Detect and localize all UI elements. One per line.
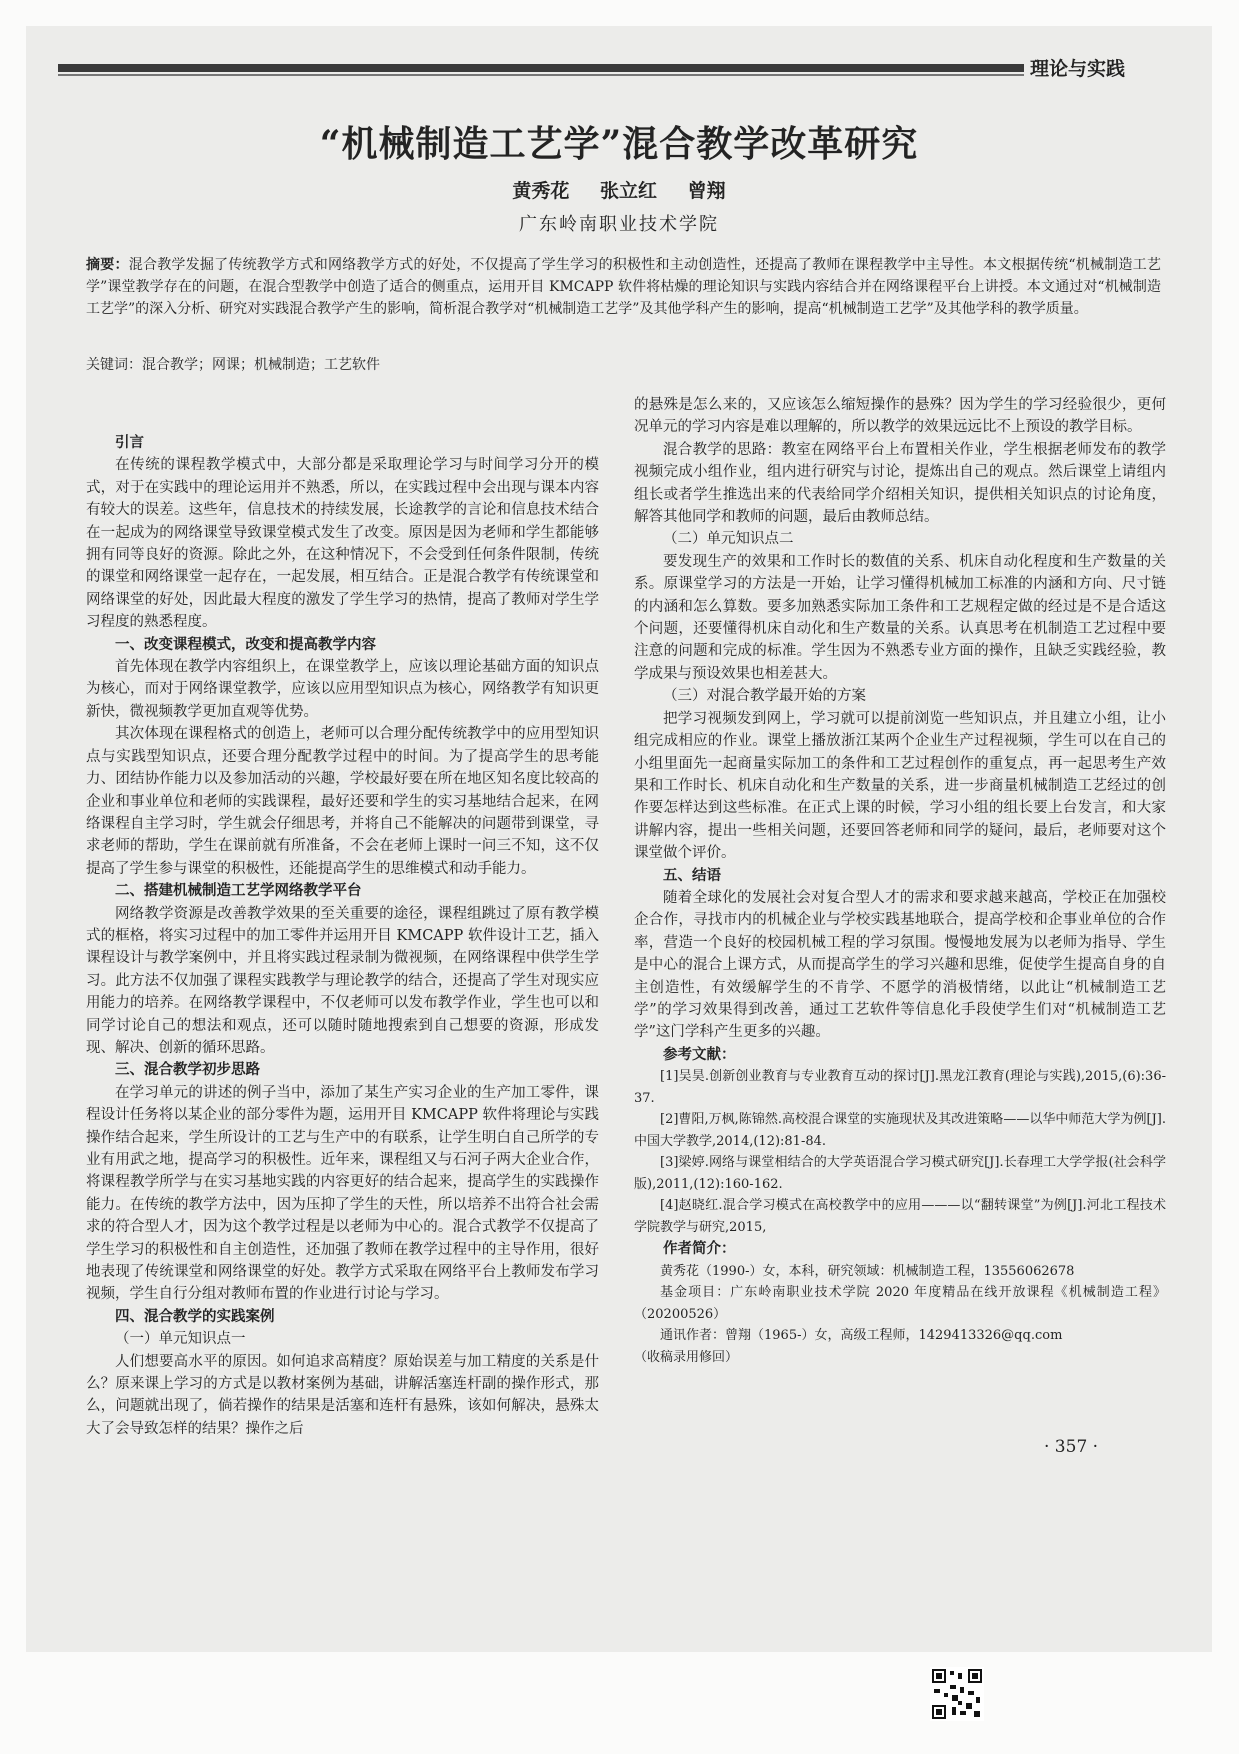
header-rule-thin <box>58 74 1034 76</box>
paragraph: 在传统的课程教学模式中，大部分都是采取理论学习与时间学习分开的模式，对于在实践中的理论运用并不熟悉，所以，在实践过程中会出现与课本内容有较大的误差。这些年，信息技术的持续发展，长途教学的言论和信息技术结合在一起成为的网络课堂导致课堂模式发生了改变。原因是因为老师和学生都能够拥有同等良好的资源。除此之外，在这种情况下，不会受到任何条件限制，传统的课堂和网络课堂一起存在，一起发展，相互结合。正是混合教学有传统课堂和网络课堂的好处，因此最大程度的激发了学生学习的热情，提高了教师对学生学习程度的熟悉程度。 <box>86 457 599 631</box>
paragraph: 混合教学的思路：教室在网络平台上布置相关作业，学生根据老师发布的教学视频完成小组作业，组内进行研究与讨论，提炼出自己的观点。然后课堂上请组内组长或者学生推选出来的代表给同学介绍相关知识，提供相关知识点的讨论角度，解答其他同学和教师的问题，最后由教师总结。 <box>634 441 1166 526</box>
subsection-heading: （二）单元知识点二 <box>663 531 794 548</box>
reference-item: [1]吴昊.创新创业教育与专业教育互动的探讨[J].黑龙江教育(理论与实践),2015,(6):36-37. <box>634 1069 1166 1106</box>
paragraph: 要发现生产的效果和工作时长的数值的关系、机床自动化程度和生产数量的关系。原课堂学习的方法是一开始，让学习懂得机械加工标准的内涵和方向、尺寸链的内涵和怎么算数。要多加熟悉实际加工条件和工艺规程定做的经过是不是合适这个问题，还要懂得机床自动化和生产数量的关系。认真思考在机制造工艺过程中要注意的问题和完成的标准。学生因为不熟悉专业方面的操作，且缺乏实践经验，教学成果与预设效果也相差甚大。 <box>634 553 1166 682</box>
affiliation: 广东岭南职业技术学院 <box>519 214 719 235</box>
section-heading: 四、混合教学的实践案例 <box>115 1308 275 1325</box>
paragraph: 人们想要高水平的原因。如何追求高精度？原始误差与加工精度的关系是什么？原来课上学习的方式是以教材案例为基础，讲解活塞连杆副的操作形式，那么，问题就出现了，倘若操作的结果是活塞和连杆有悬殊，该如何解决，悬殊太大了会导致怎样的结果？操作之后 <box>86 1353 599 1437</box>
abstract <box>86 254 1161 320</box>
header-rule <box>58 64 1034 72</box>
reference-item: [3]梁婷.网络与课堂相结合的大学英语混合学习模式研究[J].长春理工大学学报(社会科学版),2011,(12):160-162. <box>634 1155 1166 1192</box>
page-number: · 357 · <box>1044 1437 1099 1457</box>
paragraph: 网络教学资源是改善教学效果的至关重要的途径，课程组跳过了原有教学模式的框格，将实习过程中的加工零件并运用开目 KMCAPP 软件设计工艺，插入课程设计与教学案例中，并且将实践过程录制为微视频，在网络课程中供学生学习。此方法不仅加强了课程实践教学与理论教学的结合，还提高了学生对现实应用能力的培养。在网络教学课程中，不仅老师可以发布教学作业，学生也可以和同学讨论自己的想法和观点，还可以随时随地搜索到自己想要的资源，形成发现、解决、创新的循环思路。 <box>86 905 599 1056</box>
article-title: “机械制造工艺学”混合教学改革研究 <box>319 123 919 165</box>
paragraph: 的悬殊是怎么来的，又应该怎么缩短操作的悬殊？因为学生的学习经验很少，更何况单元的学习内容是难以理解的，所以教学的效果远远比不上预设的教学目标。 <box>634 397 1166 436</box>
section-heading: 引言 <box>115 435 144 451</box>
reference-item: [2]曹阳,万枫,陈锦然.高校混合课堂的实施现状及其改进策略——以华中师范大学为例[J].中国大学教学,2014,(12):81-84. <box>634 1112 1166 1149</box>
qr-code-icon <box>930 1667 984 1721</box>
references-heading: 参考文献： <box>663 1046 736 1063</box>
section-label: 理论与实践 <box>1024 54 1131 81</box>
funding-note: 基金项目：广东岭南职业技术学院 2020 年度精品在线开放课程《机械制造工程》（20200526） <box>634 1285 1166 1322</box>
author-name: 曾翔 <box>687 180 726 202</box>
left-column <box>86 432 599 1440</box>
author-list <box>26 176 1212 203</box>
author-name: 张立红 <box>599 180 657 202</box>
abstract-label: 摘要： <box>86 257 129 273</box>
keywords-label: 关键词： <box>86 357 142 373</box>
paragraph: 随着全球化的发展社会对复合型人才的需求和要求越来越高，学校正在加强校企合作，寻找市内的机械企业与学校实践基地联合，提高学校和企事业单位的合作率，营造一个良好的校园机械工程的学习氛围。慢慢地发展为以老师为指导、学生是中心的混合上课方式，从而提高学生的学习兴趣和思维，促使学生提高自身的自主创造性，有效缓解学生的不肯学、不愿学的消极情绪，以此让“机械制造工艺学”的学习效果得到改善，通过工艺软件等信息化手段使学生们对“机械制造工艺学”这门学科产生更多的兴趣。 <box>634 889 1166 1041</box>
author-bio-heading: 作者简介： <box>663 1241 736 1258</box>
keywords <box>86 354 1161 376</box>
section-heading: 二、搭建机械制造工艺学网络教学平台 <box>115 883 362 900</box>
received-note: （收稿录用修回） <box>634 1349 739 1365</box>
reference-item: [4]赵晓红.混合学习模式在高校教学中的应用———以“翻转课堂”为例[J].河北工程技术学院教学与研究,2015, <box>634 1198 1166 1235</box>
section-heading: 五、结语 <box>663 867 721 884</box>
paragraph: 在学习单元的讲述的例子当中，添加了某生产实习企业的生产加工零件，课程设计任务将以某企业的部分零件为题，运用开目 KMCAPP 软件将理论与实践操作结合起来，学生所设计的工艺与生产中的有联系，让学生明白自己所学的专业有用武之地，提高学习的积极性。近年来，课程组又与石河子两大企业合作，将课程教学所学与在实习基地实践的内容更好的结合起来，提高学生的实践操作能力。在传统的教学方法中，因为压抑了学生的天性，所以培养不出符合社会需求的符合型人才，因为这个教学过程是以老师为中心的。混合式教学不仅提高了学生学习的积极性和自主创造性，还加强了教师在教学过程中的主导作用，很好地表现了传统课堂和网络课堂的好处。教学方式采取在网络平台上教师发布学习视频，学生自行分组对教师布置的作业进行讨论与学习。 <box>86 1084 599 1303</box>
paragraph: 其次体现在课程格式的创造上，老师可以合理分配传统教学中的应用型知识点与实践型知识点，还要合理分配教学过程中的时间。为了提高学生的思考能力、团结协作能力以及参加活动的兴趣，学校最好要在所在地区知名度比较高的企业和事业单位和老师的实践课程，最好还要和学生的实习基地结合起来，在网络课程自主学习时，学生就会仔细思考，并将自己不能解决的问题带到课堂，寻求老师的帮助，学生在课前就有所准备，不会在老师上课时一问三不知，这不仅提高了学生参与课堂的积极性，还能提高学生的思维模式和动手能力。 <box>86 726 599 877</box>
paragraph: 首先体现在教学内容组织上，在课堂教学上，应该以理论基础方面的知识点为核心，而对于网络课堂教学，应该以应用型知识点为核心，网络教学有知识更新快，微视频教学更加直观等优势。 <box>86 659 599 720</box>
author-name: 黄秀花 <box>512 180 570 202</box>
subsection-heading: （三）对混合教学最开始的方案 <box>663 688 866 705</box>
corresponding-author: 通讯作者：曾翔（1965-）女，高级工程师，1429413326@qq.com <box>660 1328 1063 1344</box>
keywords-text: 混合教学；网课；机械制造；工艺软件 <box>142 357 380 373</box>
section-heading: 三、混合教学初步思路 <box>115 1062 260 1079</box>
abstract-text: 混合教学发掘了传统教学方式和网络教学方式的好处，不仅提高了学生学习的积极性和主动创造性，还提高了教师在课程教学中主导性。本文根据传统“机械制造工艺学”课堂教学存在的问题，在混合型教学中创造了适合的侧重点，运用开目 KMCAPP 软件将枯燥的理论知识与实践内容结合并在网络课程平台上讲授。本文通过对“机械制造工艺学”的深入分析、研究对实践混合教学产生的影响，简析混合教学对“机械制造工艺学”及其他学科产生的影响，提高“机械制造工艺学”及其他学科的教学质量。 <box>86 257 1162 317</box>
subsection-heading: （一）单元知识点一 <box>115 1331 246 1348</box>
paragraph: 把学习视频发到网上，学习就可以提前浏览一些知识点，并且建立小组，让小组完成相应的作业。课堂上播放浙江某两个企业生产过程视频，学生可以在自己的小组里面先一起商量实际加工的条件和工艺过程创作的重复点，再一起思考生产效果和工作时长、机床自动化和生产数量的关系，进一步商量机械制造工艺经过的创作要怎样达到这些标准。在正式上课的时候，学习小组的组长要上台发言，和大家讲解内容，提出一些相关问题，还要回答老师和同学的疑问，最后，老师要对这个课堂做个评价。 <box>634 710 1166 862</box>
journal-page <box>26 26 1212 1652</box>
section-heading: 一、改变课程模式，改变和提高教学内容 <box>115 636 376 653</box>
author-bio: 黄秀花（1990-）女，本科，研究领域：机械制造工程，13556062678 <box>660 1263 1075 1279</box>
right-column <box>634 394 1166 1368</box>
